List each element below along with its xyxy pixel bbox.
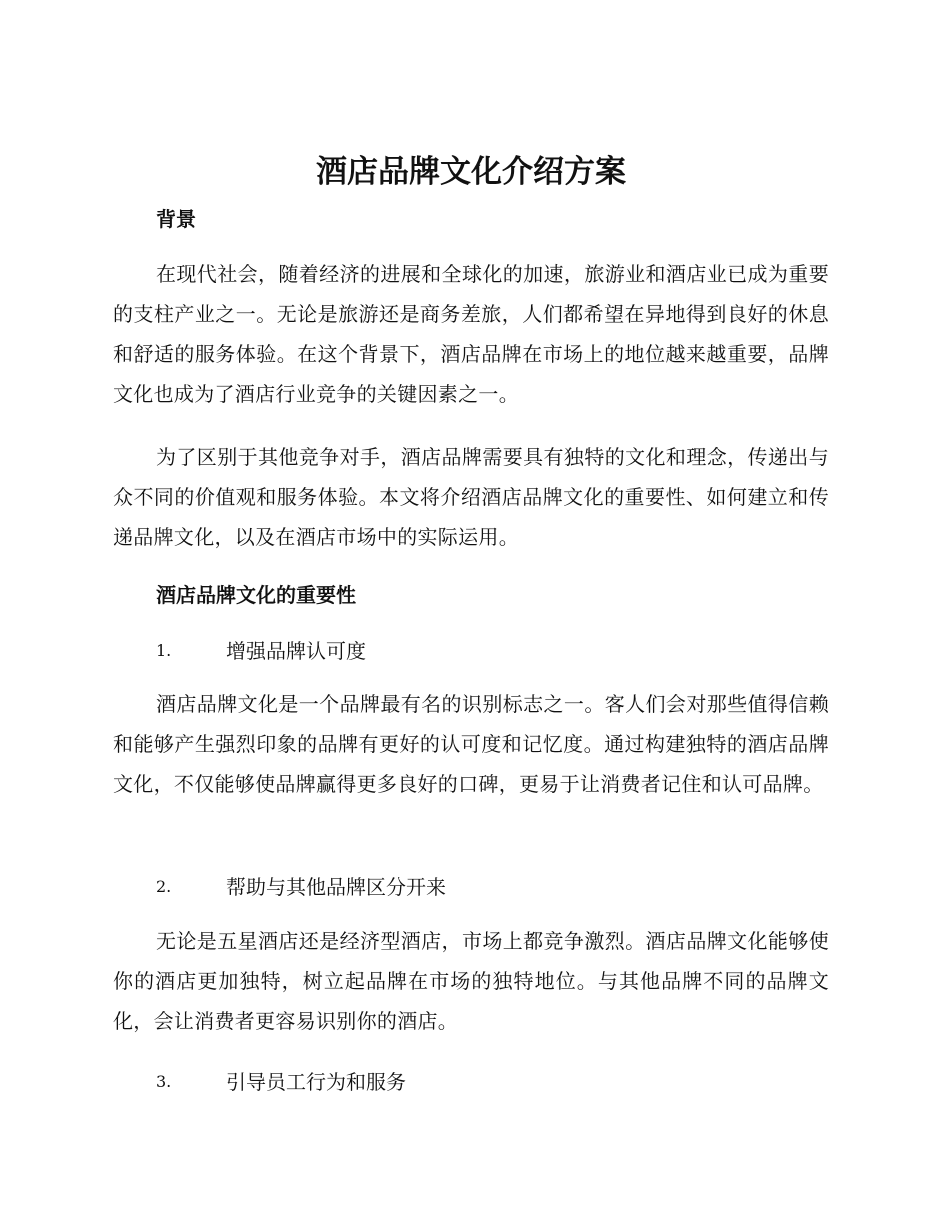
list-item-title: 增强品牌认可度 (226, 639, 366, 663)
paragraph-background-2: 为了区别于其他竞争对手，酒店品牌需要具有独特的文化和理念，传递出与众不同的价值观和服务体验。本文将介绍酒店品牌文化的重要性、如何建立和传递品牌文化，以及在酒店市场中的实际运用。 (113, 445, 829, 549)
section-heading-importance: 酒店品牌文化的重要性 (156, 583, 356, 607)
list-number: 3. (156, 1072, 172, 1091)
section-heading-background: 背景 (156, 207, 196, 231)
list-number: 2. (156, 877, 172, 896)
list-number: 1. (156, 641, 172, 660)
paragraph-background-1: 在现代社会，随着经济的进展和全球化的加速，旅游业和酒店业已成为重要的支柱产业之一。无论是旅游还是商务差旅，人们都希望在异地得到良好的休息和舒适的服务体验。在这个背景下，酒店品牌在市场上的地位越来越重要，品牌文化也成为了酒店行业竞争的关键因素之一。 (113, 262, 829, 406)
paragraph-item-2: 无论是五星酒店还是经济型酒店，市场上都竞争激烈。酒店品牌文化能够使你的酒店更加独特，树立起品牌在市场的独特地位。与其他品牌不同的品牌文化，会让消费者更容易识别你的酒店。 (113, 929, 829, 1033)
list-item-title: 帮助与其他品牌区分开来 (226, 875, 446, 899)
list-item-title: 引导员工行为和服务 (226, 1070, 406, 1094)
paragraph-item-1: 酒店品牌文化是一个品牌最有名的识别标志之一。客人们会对那些值得信赖和能够产生强烈印象的品牌有更好的认可度和记忆度。通过构建独特的酒店品牌文化，不仅能够使品牌赢得更多良好的口碑，更易于让消费者记住和认可品牌。 (113, 692, 829, 796)
document-title: 酒店品牌文化介绍方案 (316, 154, 626, 190)
